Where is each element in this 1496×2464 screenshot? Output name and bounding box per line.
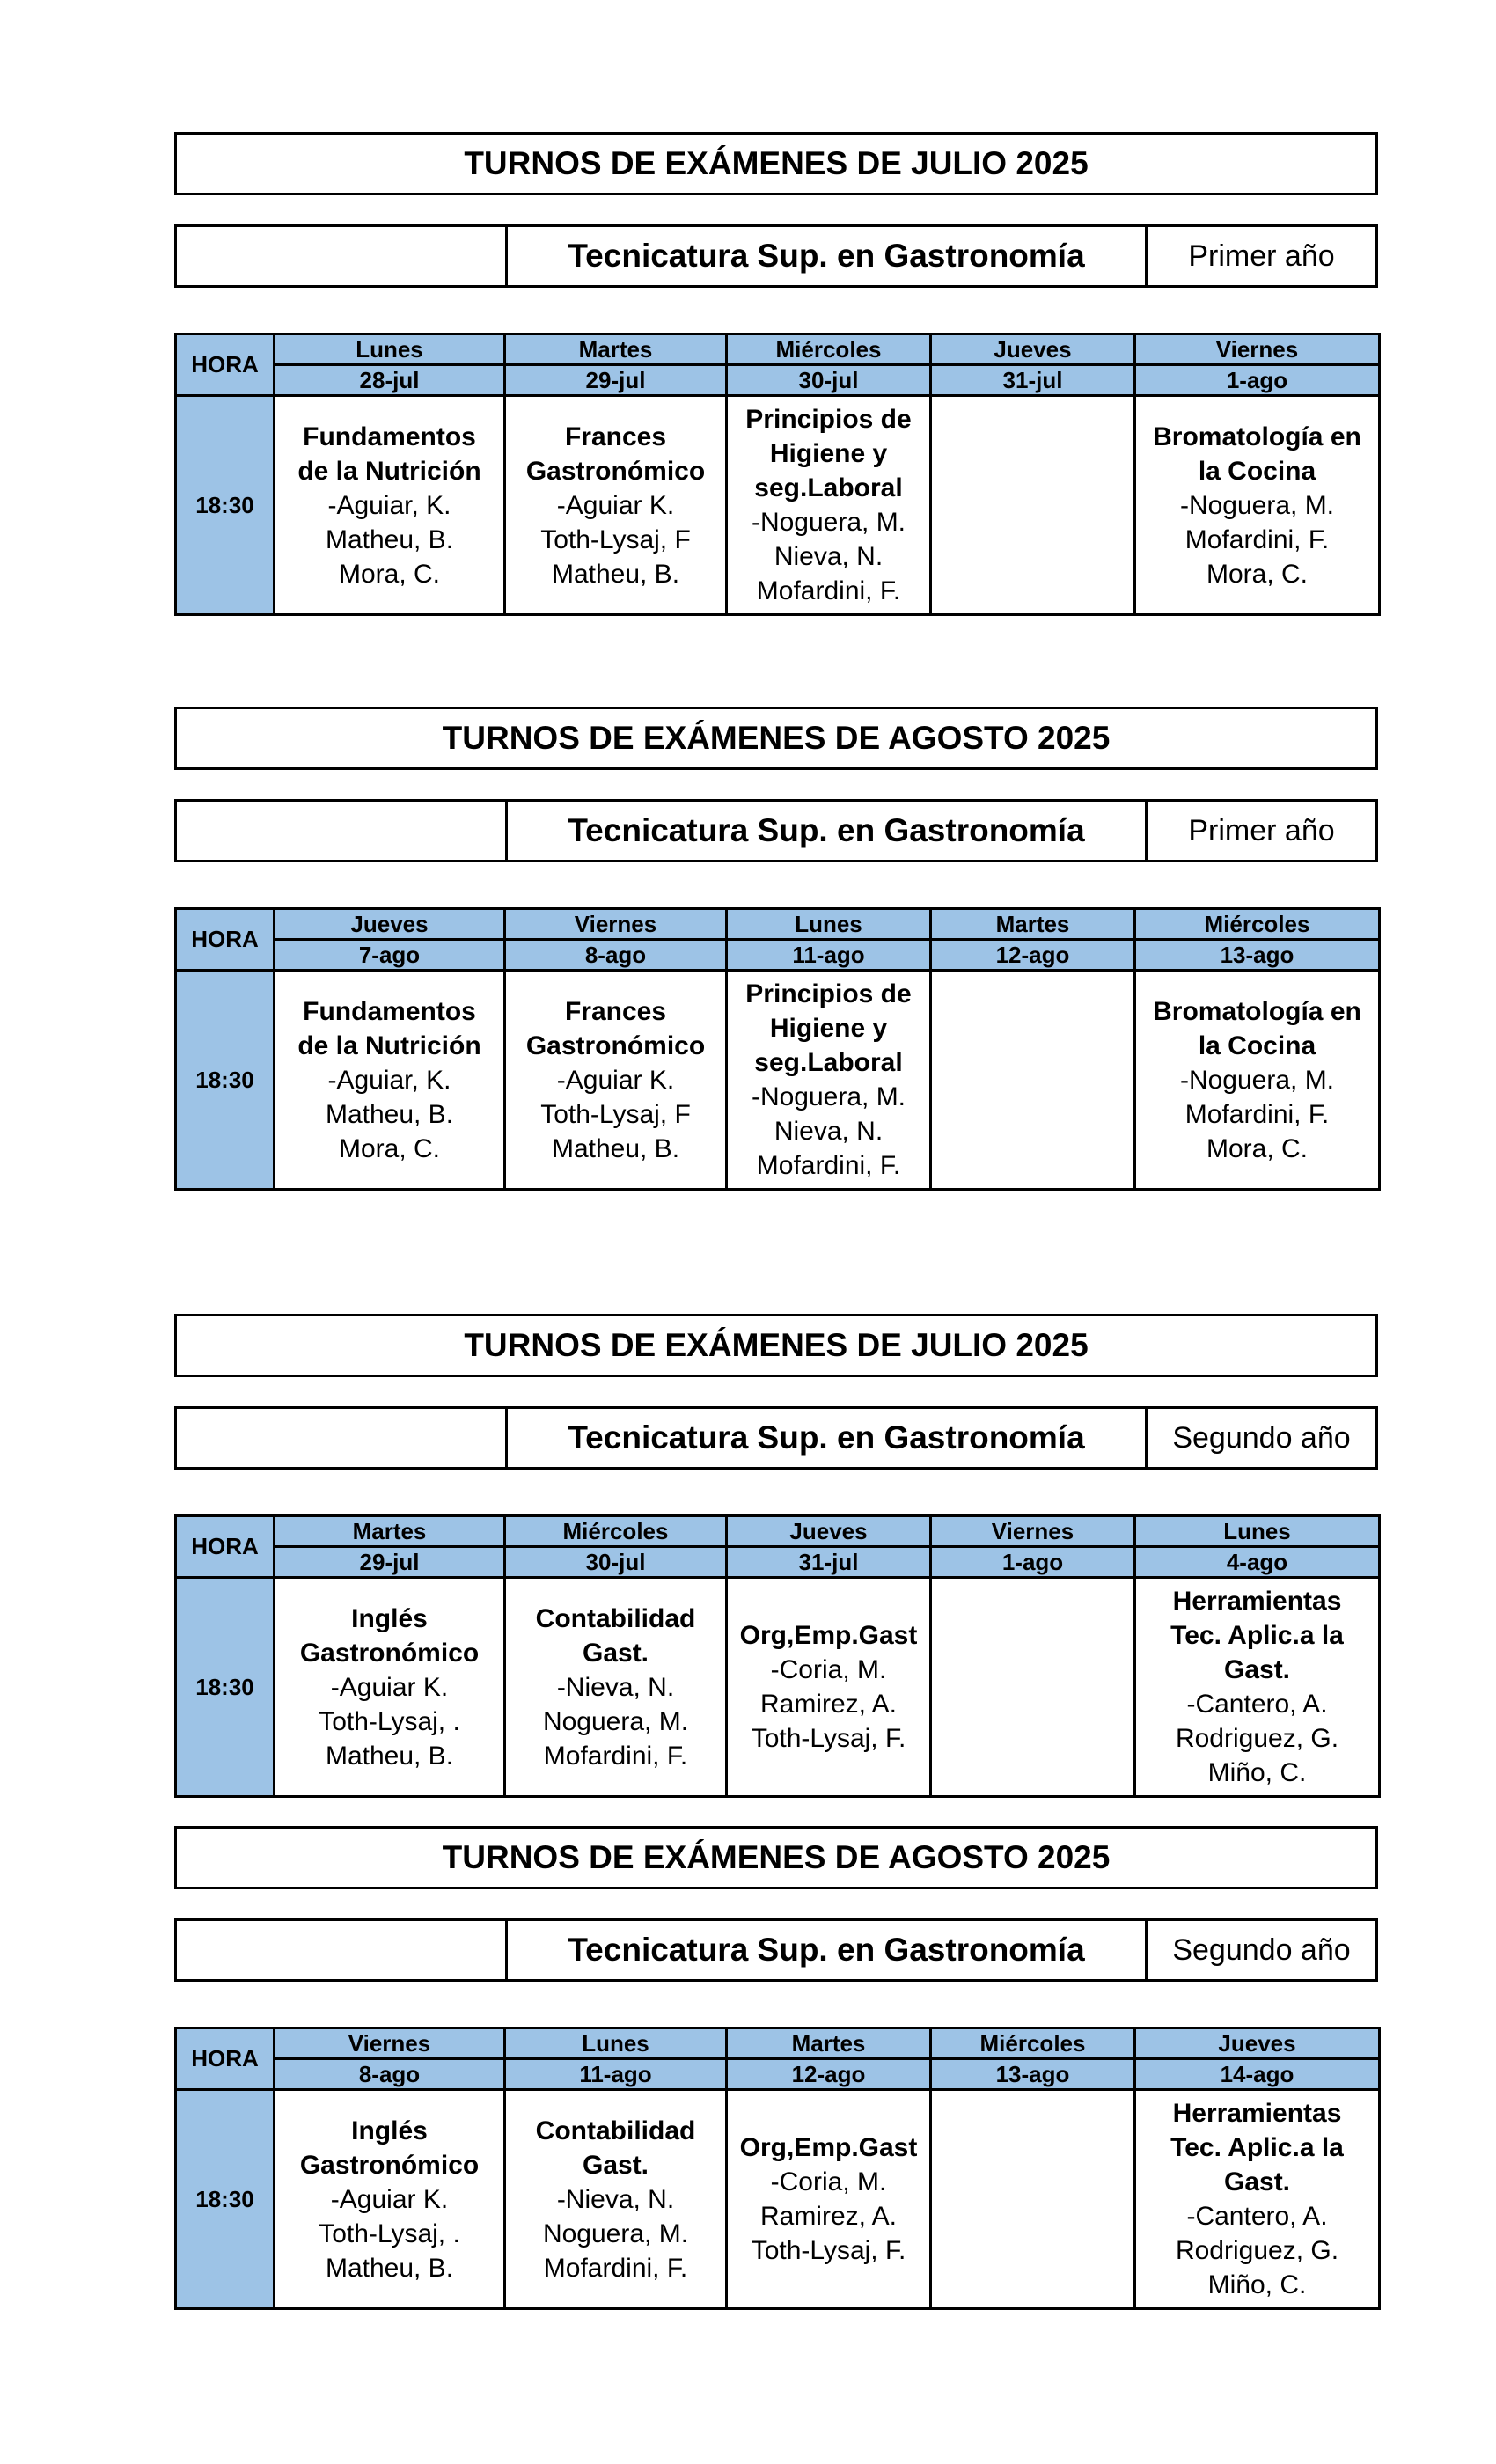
professor-name: -Noguera, M. [751, 1082, 906, 1111]
professor-name: Mofardini, F. [756, 576, 901, 605]
date-header: 12-ago [931, 940, 1135, 971]
exam-professors [1136, 1687, 1378, 1790]
exam-cell [1135, 1578, 1380, 1797]
day-header: Miércoles [1135, 909, 1380, 940]
exam-time: 18:30 [176, 396, 275, 615]
exam-cell [275, 396, 505, 615]
career-year: Segundo año [1172, 1932, 1351, 1967]
professor-name: Matheu, B. [325, 1099, 454, 1129]
exam-row [176, 2090, 1380, 2309]
exam-time: 18:30 [176, 2090, 275, 2309]
exam-row [176, 1578, 1380, 1797]
exam-professors [1136, 488, 1378, 591]
career-name: Tecnicatura Sup. en Gastronomía [508, 1409, 1148, 1467]
date-header: 11-ago [727, 940, 931, 971]
date-header: 4-ago [1135, 1547, 1380, 1578]
exam-schedule-table [174, 907, 1381, 1191]
exam-subject-line: Contabilidad [535, 1603, 696, 1633]
section-title: TURNOS DE EXÁMENES DE AGOSTO 2025 [174, 1826, 1378, 1889]
day-header: Miércoles [931, 2028, 1135, 2059]
exam-professors [728, 2165, 929, 2268]
professor-name: Matheu, B. [325, 1741, 454, 1771]
professor-name: -Aguiar K. [330, 2184, 449, 2214]
exam-professors [275, 488, 503, 591]
professor-name: -Noguera, M. [1179, 1065, 1335, 1095]
career-bar [174, 224, 1378, 288]
date-header: 11-ago [505, 2059, 727, 2090]
professor-name: Matheu, B. [325, 524, 454, 554]
exam-subject [1136, 2096, 1378, 2199]
exam-subject-line: Fundamentos [303, 996, 476, 1026]
exam-subject-line: seg.Laboral [754, 473, 903, 502]
hora-label: HORA [176, 1516, 275, 1578]
professor-name: Toth-Lysaj, F. [751, 1724, 906, 1753]
professor-name: Mofardini, F. [543, 2253, 688, 2283]
day-header: Viernes [275, 2028, 505, 2059]
exam-professors [506, 1063, 725, 1166]
hora-label: HORA [176, 909, 275, 971]
day-header: Lunes [1135, 1516, 1380, 1547]
professor-name: Mora, C. [1206, 559, 1309, 589]
section-title: TURNOS DE EXÁMENES DE JULIO 2025 [174, 132, 1378, 195]
exam-subject [506, 2114, 725, 2182]
exam-schedule-table [174, 2027, 1381, 2310]
day-header: Martes [727, 2028, 931, 2059]
date-header: 14-ago [1135, 2059, 1380, 2090]
professor-name: -Nieva, N. [556, 1672, 675, 1702]
exam-subject-line: Gastronómico [299, 1638, 480, 1668]
exam-time: 18:30 [176, 971, 275, 1190]
exam-subject-line: Frances [564, 422, 667, 451]
career-bar [174, 1406, 1378, 1470]
professor-name: Miño, C. [1207, 1758, 1307, 1787]
exam-row [176, 396, 1380, 615]
date-header: 8-ago [505, 940, 727, 971]
day-header: Viernes [931, 1516, 1135, 1547]
day-header: Martes [505, 334, 727, 365]
professor-name: -Aguiar K. [330, 1672, 449, 1702]
professor-name: Toth-Lysaj, F. [751, 2236, 906, 2265]
hora-label: HORA [176, 334, 275, 396]
exam-cell [1135, 971, 1380, 1190]
career-name: Tecnicatura Sup. en Gastronomía [508, 802, 1148, 860]
exam-subject-line: Principios de [745, 405, 912, 434]
day-header: Miércoles [505, 1516, 727, 1547]
exam-subject-line: Org,Emp.Gast [739, 1621, 918, 1650]
exam-subject [1136, 420, 1378, 488]
exam-subject-line: Gast. [1223, 2167, 1291, 2196]
date-header-row [176, 1547, 1380, 1578]
exam-subject-line: Inglés [351, 2116, 428, 2145]
exam-subject-line: Tec. Aplic.a la [1170, 1621, 1344, 1650]
date-header: 30-jul [727, 365, 931, 396]
exam-cell [931, 971, 1135, 1190]
day-header-row [176, 909, 1380, 940]
professor-name: -Cantero, A. [1186, 1690, 1328, 1719]
professor-name: -Aguiar K. [556, 490, 675, 520]
day-header: Jueves [931, 334, 1135, 365]
exam-professors [275, 1670, 503, 1773]
professor-name: Mofardini, F. [756, 1151, 901, 1180]
career-bar-empty-cell [177, 1921, 508, 1979]
exam-cell [275, 2090, 505, 2309]
exam-subject-line: la Cocina [1198, 1030, 1316, 1060]
exam-cell [505, 1578, 727, 1797]
date-header: 8-ago [275, 2059, 505, 2090]
professor-name: Toth-Lysaj, F [540, 524, 691, 554]
exam-subject-line: Gastronómico [525, 1030, 706, 1060]
exam-cell [931, 2090, 1135, 2309]
exam-subject-line: de la Nutrición [297, 1030, 481, 1060]
exam-professors [1136, 2199, 1378, 2302]
exam-subject [728, 977, 929, 1080]
exam-schedule-table [174, 1514, 1381, 1798]
date-header-row [176, 940, 1380, 971]
exam-cell [727, 2090, 931, 2309]
professor-name: Mofardini, F. [543, 1741, 688, 1771]
day-header: Miércoles [727, 334, 931, 365]
exam-subject [728, 1618, 929, 1653]
exam-subject-line: Bromatología en [1153, 422, 1361, 451]
professor-name: Ramirez, A. [759, 2202, 898, 2231]
day-header: Jueves [727, 1516, 931, 1547]
exam-cell [727, 971, 931, 1190]
professor-name: Nieva, N. [774, 542, 884, 571]
date-header: 29-jul [505, 365, 727, 396]
exam-subject [506, 420, 725, 488]
exam-time: 18:30 [176, 1578, 275, 1797]
exam-cell [505, 396, 727, 615]
career-name: Tecnicatura Sup. en Gastronomía [508, 1921, 1148, 1979]
exam-subject-line: Org,Emp.Gast [739, 2133, 918, 2162]
date-header: 30-jul [505, 1547, 727, 1578]
professor-name: Nieva, N. [774, 1117, 884, 1146]
career-bar-empty-cell [177, 802, 508, 860]
exam-subject-line: Contabilidad [535, 2116, 696, 2145]
career-bar [174, 1918, 1378, 1982]
day-header-row [176, 2028, 1380, 2059]
professor-name: -Noguera, M. [1179, 490, 1335, 520]
exam-subject [728, 2130, 929, 2165]
exam-subject [728, 402, 929, 505]
date-header-row [176, 365, 1380, 396]
exam-subject-line: de la Nutrición [297, 456, 481, 486]
professor-name: Mora, C. [338, 1133, 441, 1163]
exam-professors [275, 2182, 503, 2285]
day-header: Martes [931, 909, 1135, 940]
exam-cell [931, 396, 1135, 615]
exam-subject-line: Principios de [745, 979, 912, 1008]
professor-name: Mofardini, F. [1184, 1099, 1330, 1129]
career-bar-empty-cell [177, 1409, 508, 1467]
professor-name: -Aguiar K. [556, 1065, 675, 1095]
exam-cell [727, 396, 931, 615]
day-header: Lunes [275, 334, 505, 365]
career-bar-empty-cell [177, 227, 508, 285]
exam-subject-line: Gastronómico [525, 456, 706, 486]
professor-name: -Coria, M. [770, 2167, 887, 2196]
professor-name: Mofardini, F. [1184, 524, 1330, 554]
exam-subject-line: Herramientas [1172, 2099, 1342, 2128]
professor-name: -Nieva, N. [556, 2184, 675, 2214]
day-header: Viernes [1135, 334, 1380, 365]
exam-subject [506, 994, 725, 1063]
exam-cell [1135, 396, 1380, 615]
day-header-row [176, 1516, 1380, 1547]
date-header: 1-ago [931, 1547, 1135, 1578]
exam-cell [931, 1578, 1135, 1797]
career-year: Segundo año [1172, 1420, 1351, 1455]
exam-subject [506, 1602, 725, 1670]
exam-subject [275, 994, 503, 1063]
exam-professors [506, 1670, 725, 1773]
exam-professors [275, 1063, 503, 1166]
day-header: Viernes [505, 909, 727, 940]
exam-cell [275, 971, 505, 1190]
professor-name: Ramirez, A. [759, 1690, 898, 1719]
day-header: Lunes [727, 909, 931, 940]
professor-name: Mora, C. [338, 559, 441, 589]
exam-subject [1136, 1584, 1378, 1687]
professor-name: Noguera, M. [542, 2218, 689, 2248]
day-header: Lunes [505, 2028, 727, 2059]
exam-subject [1136, 994, 1378, 1063]
professor-name: Toth-Lysaj, F [540, 1099, 691, 1129]
professor-name: -Cantero, A. [1186, 2202, 1328, 2231]
exam-professors [728, 505, 929, 608]
professor-name: Rodriguez, G. [1175, 2236, 1339, 2265]
date-header: 1-ago [1135, 365, 1380, 396]
exam-professors [728, 1080, 929, 1183]
professor-name: Matheu, B. [551, 1133, 680, 1163]
exam-subject [275, 2114, 503, 2182]
exam-professors [506, 2182, 725, 2285]
exam-subject-line: seg.Laboral [754, 1048, 903, 1077]
exam-subject-line: Bromatología en [1153, 996, 1361, 1026]
exam-subject-line: Gast. [582, 1638, 649, 1668]
exam-subject-line: Higiene y [769, 1014, 888, 1043]
professor-name: Toth-Lysaj, . [319, 1706, 460, 1736]
professor-name: -Coria, M. [770, 1655, 887, 1684]
professor-name: Mora, C. [1206, 1133, 1309, 1163]
professor-name: Toth-Lysaj, . [319, 2218, 460, 2248]
exam-row [176, 971, 1380, 1190]
exam-subject [275, 420, 503, 488]
exam-subject-line: Inglés [351, 1603, 428, 1633]
date-header: 7-ago [275, 940, 505, 971]
professor-name: Miño, C. [1207, 2270, 1307, 2299]
day-header: Jueves [275, 909, 505, 940]
exam-subject-line: Gastronómico [299, 2150, 480, 2180]
date-header: 28-jul [275, 365, 505, 396]
career-name: Tecnicatura Sup. en Gastronomía [508, 227, 1148, 285]
exam-subject-line: la Cocina [1198, 456, 1316, 486]
exam-professors [506, 488, 725, 591]
exam-subject [275, 1602, 503, 1670]
exam-subject-line: Herramientas [1172, 1587, 1342, 1616]
exam-subject-line: Higiene y [769, 439, 888, 468]
professor-name: -Aguiar, K. [327, 1065, 451, 1095]
exam-cell [275, 1578, 505, 1797]
exam-subject-line: Tec. Aplic.a la [1170, 2133, 1344, 2162]
career-bar [174, 799, 1378, 862]
professor-name: Noguera, M. [542, 1706, 689, 1736]
exam-subject-line: Frances [564, 996, 667, 1026]
career-year: Primer año [1188, 238, 1335, 273]
exam-cell [727, 1578, 931, 1797]
date-header: 13-ago [1135, 940, 1380, 971]
professor-name: Rodriguez, G. [1175, 1724, 1339, 1753]
career-year: Primer año [1188, 813, 1335, 847]
professor-name: Matheu, B. [325, 2253, 454, 2283]
date-header-row [176, 2059, 1380, 2090]
exam-cell [1135, 2090, 1380, 2309]
date-header: 29-jul [275, 1547, 505, 1578]
hora-label: HORA [176, 2028, 275, 2090]
day-header: Jueves [1135, 2028, 1380, 2059]
date-header: 31-jul [727, 1547, 931, 1578]
section-title: TURNOS DE EXÁMENES DE AGOSTO 2025 [174, 707, 1378, 770]
day-header-row [176, 334, 1380, 365]
exam-subject-line: Gast. [582, 2150, 649, 2180]
professor-name: -Aguiar, K. [327, 490, 451, 520]
exam-professors [1136, 1063, 1378, 1166]
exam-cell [505, 971, 727, 1190]
exam-schedule-table [174, 333, 1381, 616]
exam-subject-line: Fundamentos [303, 422, 476, 451]
date-header: 31-jul [931, 365, 1135, 396]
exam-professors [728, 1653, 929, 1756]
exam-cell [505, 2090, 727, 2309]
exam-subject-line: Gast. [1223, 1655, 1291, 1684]
professor-name: -Noguera, M. [751, 508, 906, 537]
day-header: Martes [275, 1516, 505, 1547]
professor-name: Matheu, B. [551, 559, 680, 589]
section-title: TURNOS DE EXÁMENES DE JULIO 2025 [174, 1314, 1378, 1377]
date-header: 13-ago [931, 2059, 1135, 2090]
date-header: 12-ago [727, 2059, 931, 2090]
